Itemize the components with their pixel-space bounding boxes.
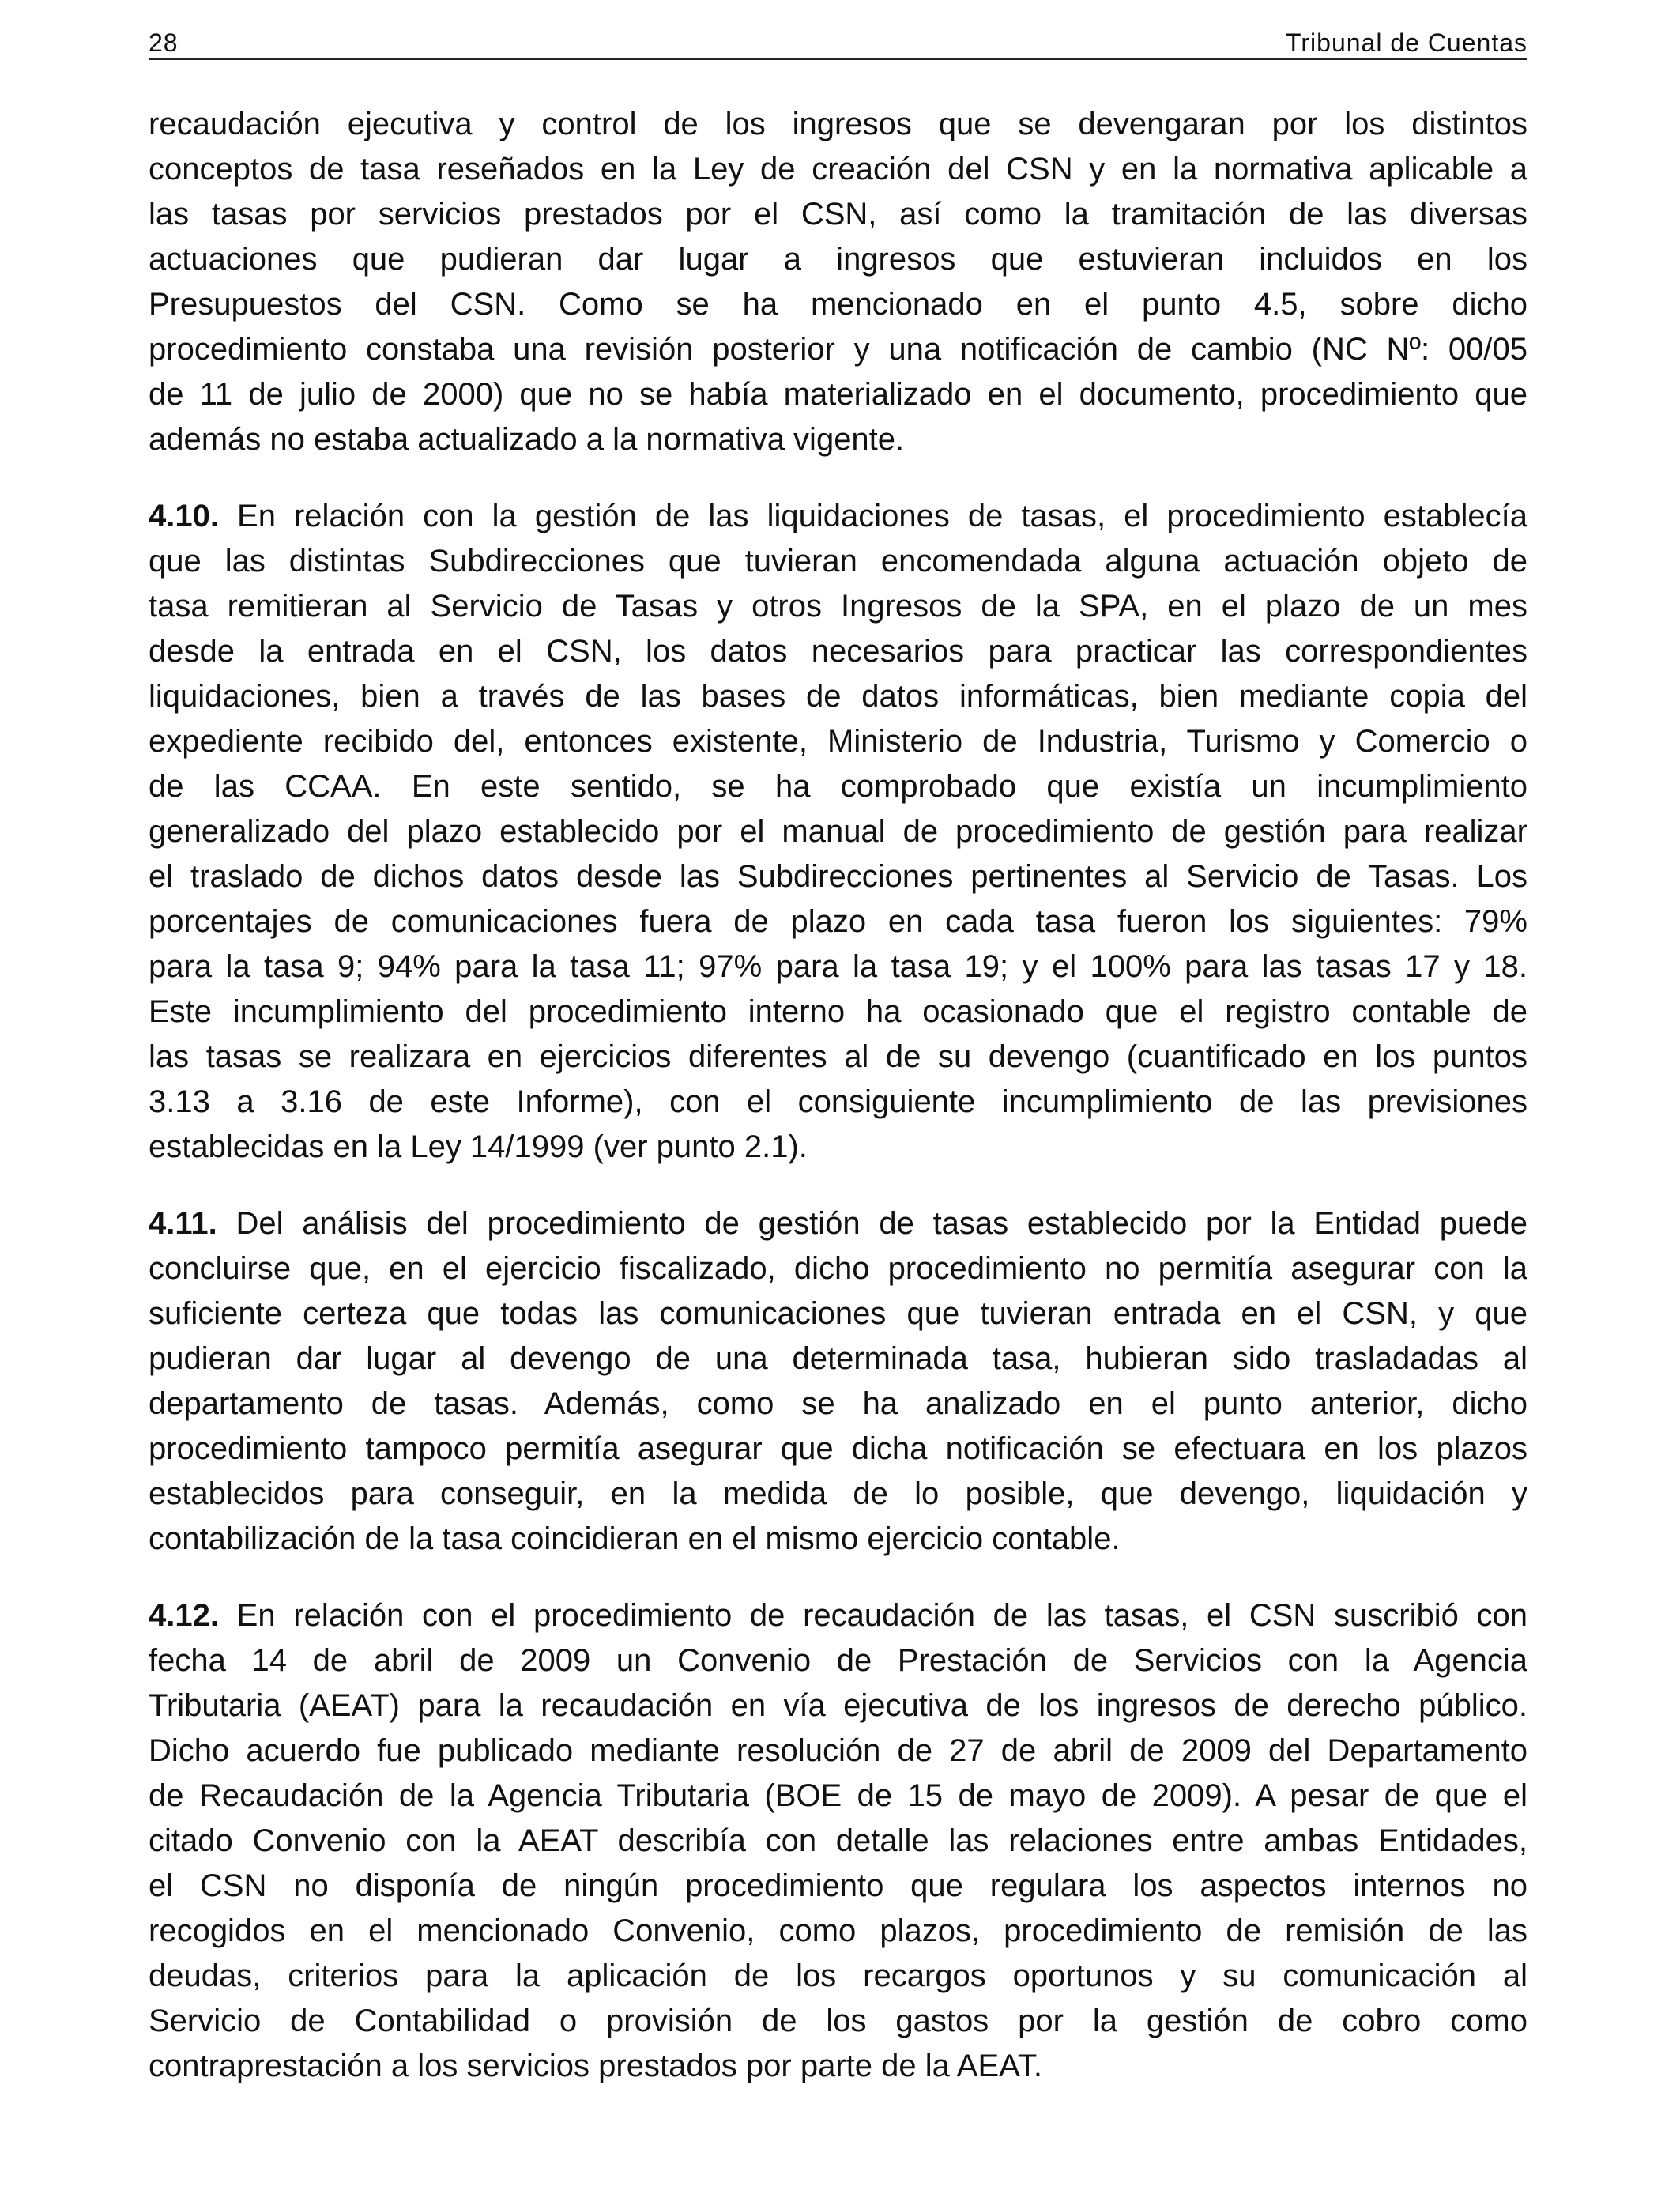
line-text: 3.13 a 3.16 de este Informe), con el consiguiente incumplimiento de las previsiones — [149, 1084, 1527, 1119]
line-text: para la tasa 9; 94% para la tasa 11; 97% para la tasa 19; y el 100% para las tasas 17 y 18. — [149, 949, 1527, 984]
text-line — [149, 1774, 1527, 1819]
line-text: pudieran dar lugar al devengo de una determinada tasa, hubieran sido trasladadas al — [149, 1341, 1527, 1376]
text-line — [149, 192, 1527, 237]
text-line — [149, 539, 1527, 584]
line-text: Este incumplimiento del procedimiento interno ha ocasionado que el registro contable de — [149, 994, 1527, 1029]
section-number: 4.10. — [149, 499, 219, 533]
text-line — [149, 1728, 1527, 1774]
text-line — [149, 809, 1527, 854]
line-text: generalizado del plazo establecido por el manual de procedimiento de gestión para realizar — [149, 814, 1527, 849]
line-text: concluirse que, en el ejercicio fiscalizado, dicho procedimiento no permitía asegurar con la — [149, 1251, 1527, 1286]
line-text: citado Convenio con la AEAT describía con detalle las relaciones entre ambas Entidades, — [149, 1823, 1527, 1858]
line-text: procedimiento tampoco permitía asegurar que dicha notificación se efectuara en los plazos — [149, 1431, 1527, 1466]
line-text: además no estaba actualizado a la normativa vigente. — [149, 422, 905, 457]
line-text: el traslado de dichos datos desde las Subdirecciones pertinentes al Servicio de Tasas. Los — [149, 859, 1527, 894]
page-number: 28 — [149, 28, 179, 57]
text-line — [149, 1999, 1527, 2044]
line-text: procedimiento constaba una revisión posterior y una notificación de cambio (NC Nº: 00/05 — [149, 332, 1527, 367]
line-text: contabilización de la tasa coincidieran en el mismo ejercicio contable. — [149, 1521, 1121, 1556]
section-number: 4.11. — [149, 1206, 217, 1241]
text-line — [149, 1909, 1527, 1954]
line-text: recogidos en el mencionado Convenio, como plazos, procedimiento de remisión de las — [149, 1913, 1527, 1948]
line-text: las tasas por servicios prestados por el CSN, así como la tramitación de las diversas — [149, 197, 1527, 232]
text-line — [149, 990, 1527, 1035]
text-line — [149, 1201, 1527, 1246]
paragraph — [149, 1593, 1527, 2089]
paragraph — [149, 102, 1527, 462]
line-text: deudas, criterios para la aplicación de los recargos oportunos y su comunicación al — [149, 1958, 1527, 1993]
text-line — [149, 1382, 1527, 1427]
text-line — [149, 1683, 1527, 1728]
line-text: establecidos para conseguir, en la medida de lo posible, que devengo, liquidación y — [149, 1476, 1527, 1511]
text-line — [149, 1035, 1527, 1080]
line-text: Servicio de Contabilidad o provisión de los gastos por la gestión de cobro como — [149, 2004, 1527, 2038]
line-text: suficiente certeza que todas las comunicaciones que tuvieran entrada en el CSN, y que — [149, 1296, 1527, 1331]
text-line — [149, 584, 1527, 629]
line-text: actuaciones que pudieran dar lugar a ingresos que estuvieran incluidos en los — [149, 242, 1527, 277]
text-line — [149, 372, 1527, 417]
line-text: que las distintas Subdirecciones que tuvieran encomendada alguna actuación objeto de — [149, 544, 1527, 579]
line-text: Presupuestos del CSN. Como se ha mencionado en el punto 4.5, sobre dicho — [149, 287, 1527, 322]
text-line — [149, 1593, 1527, 1638]
line-text: recaudación ejecutiva y control de los ingresos que se devengaran por los distintos — [149, 107, 1527, 141]
line-text: tasa remitieran al Servicio de Tasas y otros Ingresos de la SPA, en el plazo de un mes — [149, 589, 1527, 624]
paragraph — [149, 494, 1527, 1170]
line-text: establecidas en la Ley 14/1999 (ver punto 2.1). — [149, 1129, 808, 1164]
line-text: Del análisis del procedimiento de gestión de tasas establecido por la Entidad puede — [217, 1206, 1527, 1241]
text-line — [149, 282, 1527, 327]
line-text: contraprestación a los servicios prestados por parte de la AEAT. — [149, 2049, 1042, 2083]
text-line — [149, 1427, 1527, 1472]
text-line — [149, 1246, 1527, 1291]
text-line — [149, 854, 1527, 899]
text-line — [149, 719, 1527, 764]
text-line — [149, 1517, 1527, 1562]
text-line — [149, 494, 1527, 539]
text-line — [149, 237, 1527, 282]
line-text: de Recaudación de la Agencia Tributaria (BOE de 15 de mayo de 2009). A pesar de que el — [149, 1778, 1527, 1813]
line-text: departamento de tasas. Además, como se ha analizado en el punto anterior, dicho — [149, 1386, 1527, 1421]
line-text: de 11 de julio de 2000) que no se había materializado en el documento, procedimiento que — [149, 377, 1527, 412]
text-line — [149, 1336, 1527, 1382]
line-text: En relación con la gestión de las liquidaciones de tasas, el procedimiento establecía — [218, 499, 1527, 533]
text-line — [149, 1638, 1527, 1683]
text-line — [149, 1125, 1527, 1170]
body-text — [149, 102, 1527, 2120]
text-line — [149, 327, 1527, 372]
running-title: Tribunal de Cuentas — [1286, 28, 1527, 57]
text-line — [149, 102, 1527, 147]
line-text: desde la entrada en el CSN, los datos necesarios para practicar las correspondientes — [149, 634, 1527, 669]
line-text: Dicho acuerdo fue publicado mediante resolución de 27 de abril de 2009 del Departamento — [149, 1733, 1527, 1768]
text-line — [149, 1864, 1527, 1909]
line-text: las tasas se realizara en ejercicios diferentes al de su devengo (cuantificado en los puntos — [149, 1039, 1527, 1074]
text-line — [149, 1080, 1527, 1125]
text-line — [149, 764, 1527, 809]
paragraph — [149, 1201, 1527, 1562]
text-line — [149, 674, 1527, 719]
line-text: el CSN no disponía de ningún procedimiento que regulara los aspectos internos no — [149, 1868, 1527, 1903]
line-text: conceptos de tasa reseñados en la Ley de creación del CSN y en la normativa aplicable a — [149, 152, 1527, 187]
line-text: liquidaciones, bien a través de las bases de datos informáticas, bien mediante copia del — [149, 679, 1527, 714]
line-text: fecha 14 de abril de 2009 un Convenio de Prestación de Servicios con la Agencia — [149, 1643, 1527, 1678]
text-line — [149, 2044, 1527, 2089]
text-line — [149, 944, 1527, 990]
text-line — [149, 417, 1527, 462]
page-header — [149, 24, 1527, 60]
line-text: Tributaria (AEAT) para la recaudación en vía ejecutiva de los ingresos de derecho público. — [149, 1688, 1527, 1723]
text-line — [149, 899, 1527, 944]
line-text: porcentajes de comunicaciones fuera de plazo en cada tasa fueron los siguientes: 79% — [149, 904, 1527, 939]
text-line — [149, 1291, 1527, 1336]
text-line — [149, 1472, 1527, 1517]
text-line — [149, 147, 1527, 192]
section-number: 4.12. — [149, 1598, 219, 1633]
text-line — [149, 1819, 1527, 1864]
line-text: expediente recibido del, entonces existente, Ministerio de Industria, Turismo y Comercio o — [149, 724, 1527, 759]
line-text: En relación con el procedimiento de recaudación de las tasas, el CSN suscribió con — [218, 1598, 1527, 1633]
text-line — [149, 1954, 1527, 1999]
line-text: de las CCAA. En este sentido, se ha comprobado que existía un incumplimiento — [149, 769, 1527, 804]
text-line — [149, 629, 1527, 674]
